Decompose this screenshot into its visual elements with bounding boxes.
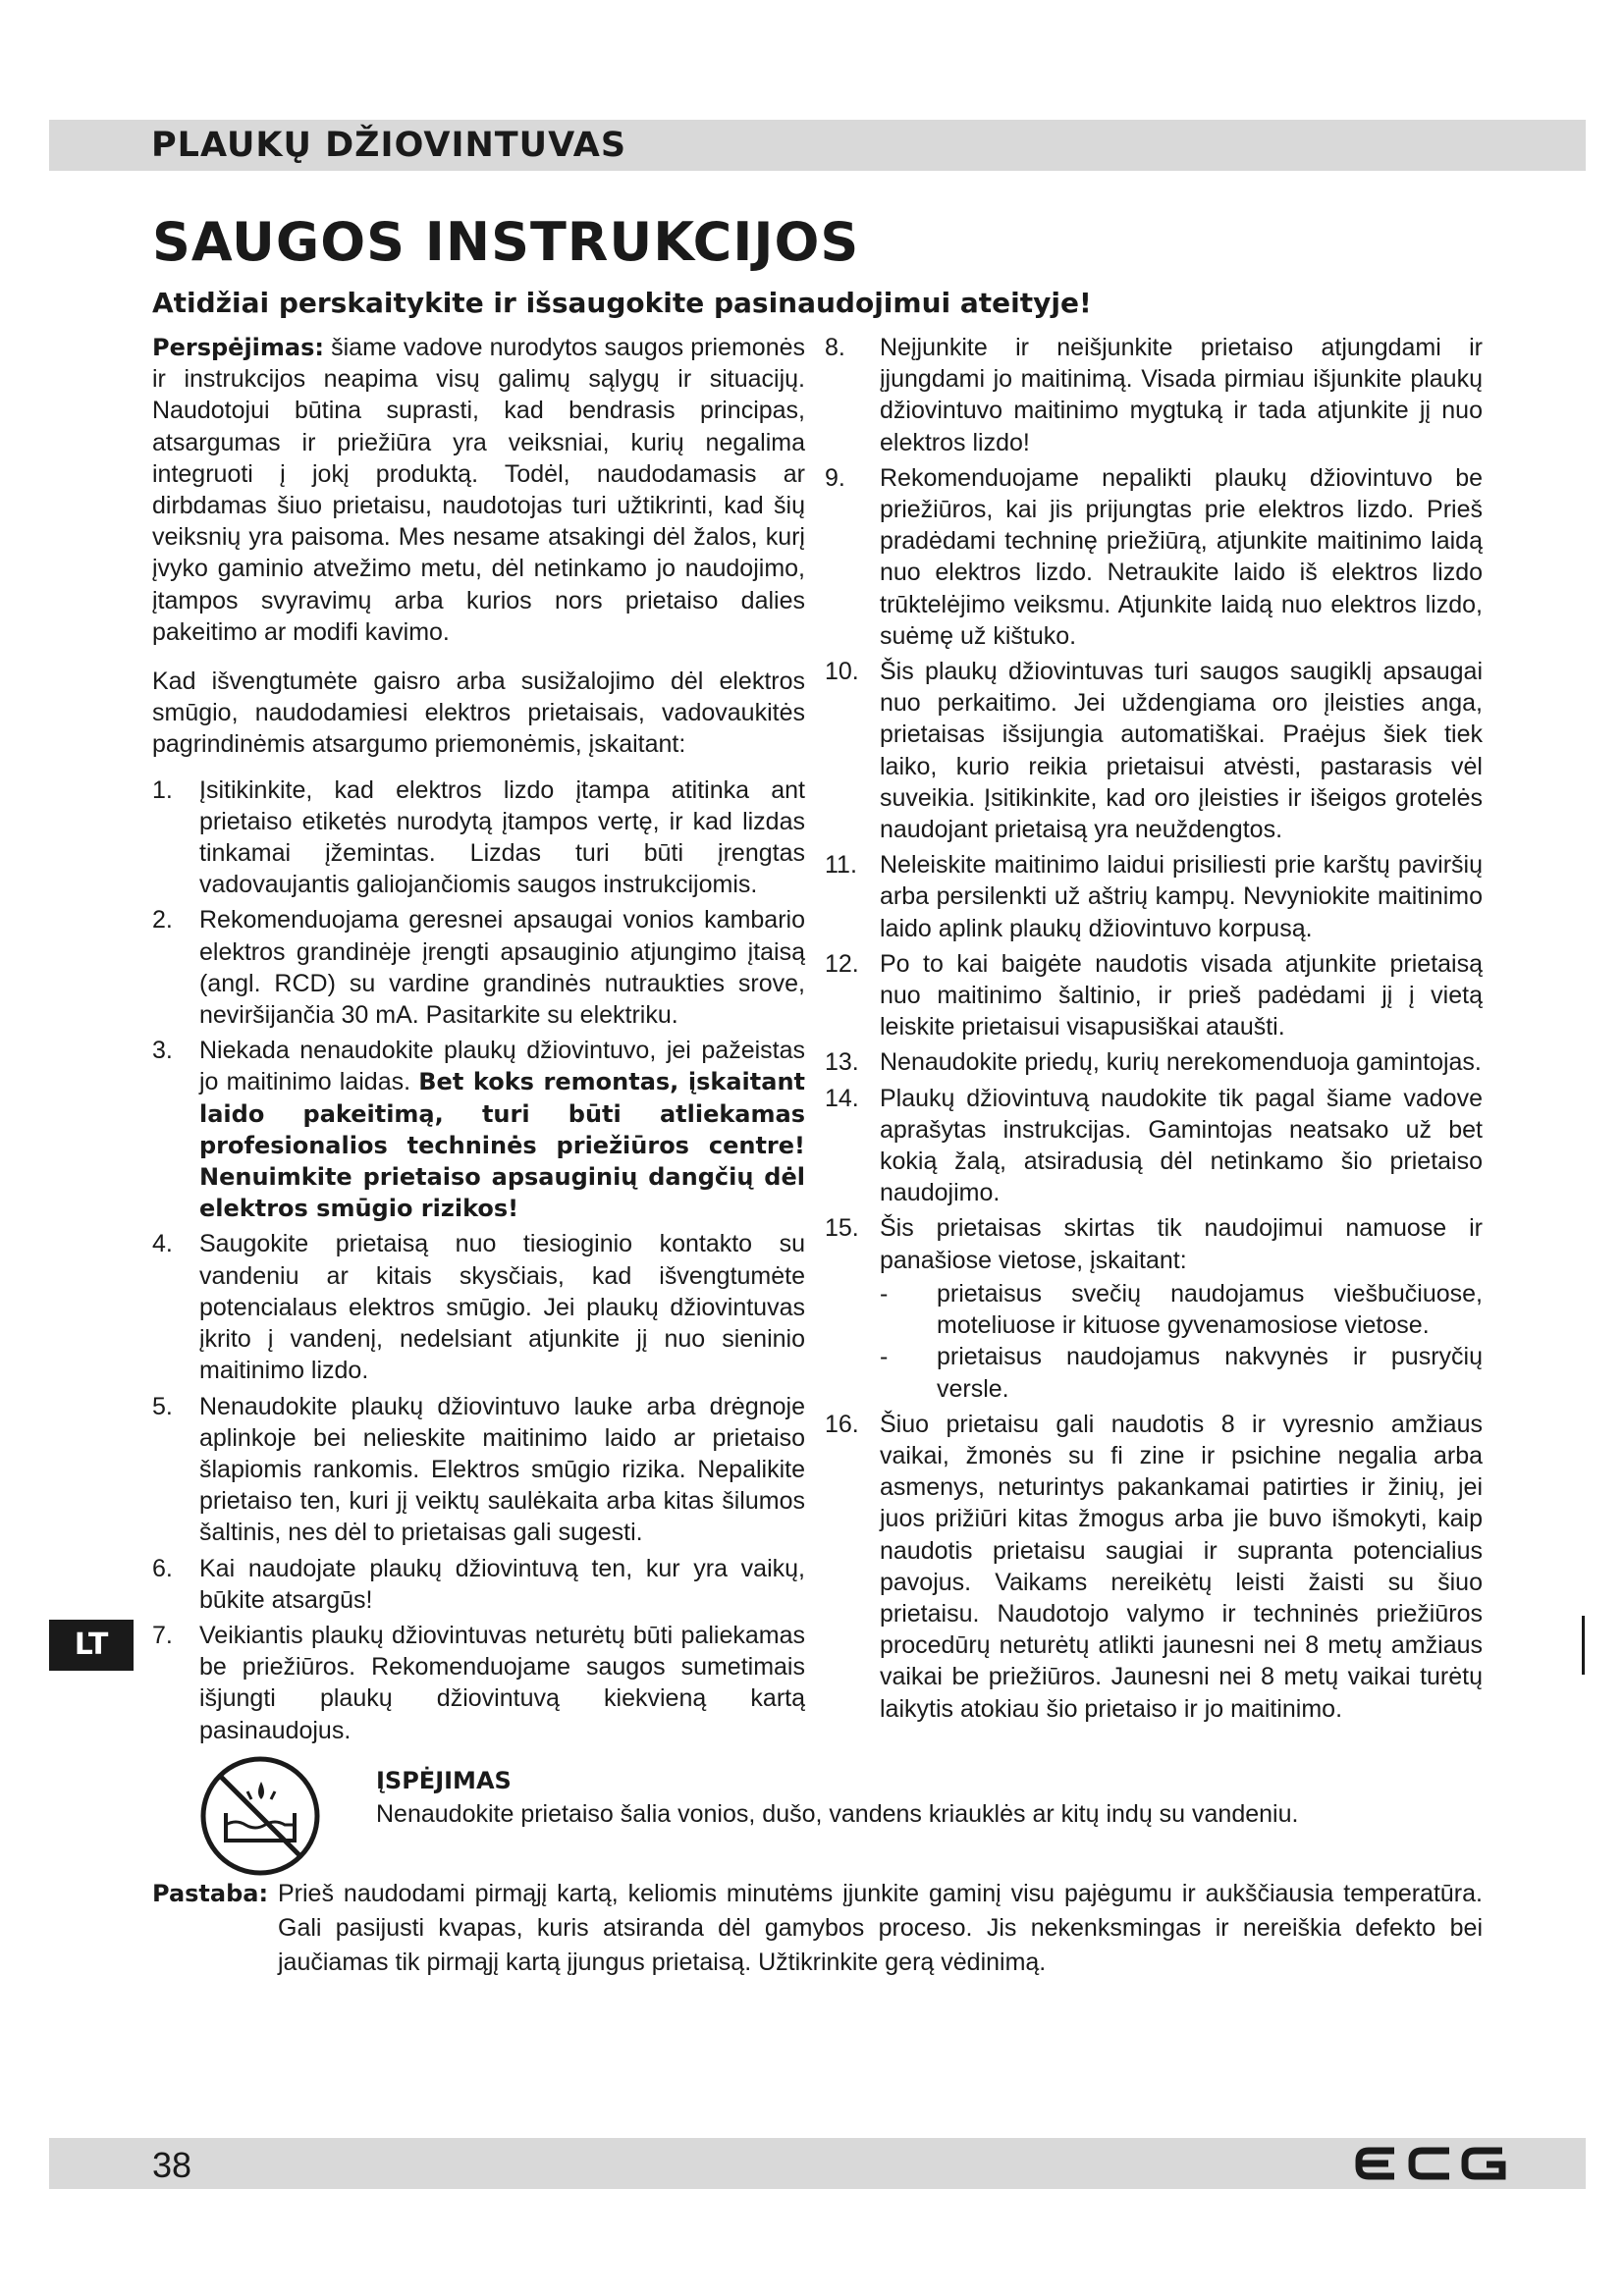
item-text: Rekomenduojama geresnei apsaugai vonios kambario elektros grandinėje įrengti apsauginio atjungimo įtaisą (angl. RCD) su vardine grandinės nutraukties srove, neviršijančia 30 mA. Pasitarkite su elektriku. xyxy=(199,906,805,1030)
item-number: 16. xyxy=(825,1410,859,1438)
page-number: 38 xyxy=(152,2145,192,2185)
page-title: SAUGOS INSTRUKCIJOS xyxy=(152,211,860,273)
right-column xyxy=(825,332,1483,1729)
item-text: Veikiantis plaukų džiovintuvas neturėtų būti paliekamas be priežiūros. Rekomenduojame saugos sumetimais išjungti plaukų džiovintuvą kiekvieną kartą pasinaudojus. xyxy=(199,1621,805,1744)
footer-bar xyxy=(49,2138,1586,2189)
language-tab: LT xyxy=(49,1620,134,1671)
left-column xyxy=(152,332,805,1750)
item-text: Nenaudokite plaukų džiovintuvo lauke arba drėgnoje aplinkoje bei nelieskite maitinimo laido ar prietaiso šlapiomis rankomis. Elektros smūgio rizika. Nepalikite prietaiso ten, kuri jį veiktų saulėkaita arba kitas šilumos šaltinis, nes dėl to prietaisas gali sugesti. xyxy=(199,1392,805,1547)
list-item xyxy=(825,656,1483,845)
sub-item-text: prietaisus naudojamus nakvynės ir pusryčių versle. xyxy=(937,1343,1483,1403)
instruction-list-left xyxy=(152,774,805,1746)
list-item xyxy=(825,1212,1483,1404)
item-text: Nenaudokite priedų, kurių nerekomenduoja gamintojas. xyxy=(880,1048,1482,1077)
item-number: 2. xyxy=(152,906,173,934)
list-item xyxy=(152,1228,805,1386)
list-item xyxy=(825,462,1483,652)
sub-item-dash: - xyxy=(880,1343,889,1371)
warning-text: Nenaudokite prietaiso šalia vonios, dušo, vandens kriauklės ar kitų indų su vandeniu. xyxy=(376,1800,1299,1828)
intro-text: šiame vadove nurodytos saugos priemonės ir instrukcijos neapima visų galimų sąlygų ir situacijų. Naudotojui būtina suprasti, kad bendrasis principas, atsargumas ir priežiūra yra veiksniai, kurių negalima integruoti į jokį produktą. Todėl, naudodamasis ar dirbdamas šiuo prietaisu, naudotojas turi užtikrinti, kad šių veiksnių yra paisoma. Mes nesame atsakingi dėl žalos, kurį įvyko gaminio atvežimo metu, dėl netinkamo jo naudojimo, įtampos svyravimų arba kurios nors prietaiso dalies pakeitimo ar modifi kavimo. xyxy=(152,334,805,646)
edge-marker xyxy=(1582,1616,1585,1675)
item-number: 4. xyxy=(152,1230,173,1258)
section-title: PLAUKŲ DŽIOVINTUVAS xyxy=(151,126,627,165)
item-number: 6. xyxy=(152,1554,173,1582)
item-text: Plaukų džiovintuvą naudokite tik pagal šiame vadove aprašytas instrukcijas. Gamintojas neatsako už bet kokią žalą, atsiradusią dėl netinkamo šio prietaiso naudojimo. xyxy=(880,1084,1483,1207)
sub-list-item xyxy=(880,1341,1483,1404)
list-item xyxy=(825,948,1483,1043)
item-number: 5. xyxy=(152,1392,173,1420)
list-item xyxy=(825,1046,1483,1078)
sub-list-item xyxy=(880,1278,1483,1341)
item-number: 3. xyxy=(152,1037,173,1065)
header-bar xyxy=(49,120,1586,171)
item-number: 8. xyxy=(825,334,845,361)
item-bold-text: Bet koks remontas, įskaitant laido pakeitimą, turi būti atliekamas profesionalios techninės priežiūros centre! Nenuimkite prietaiso apsauginių dangčių dėl elektros smūgio rizikos! xyxy=(199,1068,805,1223)
item-number: 1. xyxy=(152,775,173,804)
sub-item-text: prietaisus svečių naudojamus viešbučiuose, moteliuose ir kituose gyvenamosiose vietose. xyxy=(937,1279,1483,1340)
item-number: 7. xyxy=(152,1621,173,1649)
item-text: Neleiskite maitinimo laidui prisiliesti prie karštų paviršių arba persilenkti už aštrių kampų. Nevyniokite maitinimo laido aplink plaukų džiovintuvo korpusą. xyxy=(880,851,1483,942)
item-number: 13. xyxy=(825,1048,859,1077)
item-number: 10. xyxy=(825,658,859,686)
ecg-logo xyxy=(1355,2145,1512,2182)
note-text: Prieš naudodami pirmąjį kartą, keliomis minutėms įjunkite gaminį visu pajėgumu ir aukščiausia temperatūra. Gali pasijusti kvapas, kuris atsiranda dėl gamybos proceso. Jis nekenksmingas ir nereiškia defekto bei jaučiamas tik pirmąjį kartą įjungus prietaisą. Užtikrinkite gerą vėdinimą. xyxy=(278,1880,1483,1976)
item-text: Šiuo prietaisu gali naudotis 8 ir vyresnio amžiaus vaikai, žmonės su fi zine ir psichine negalia arba asmenys, neturintys pakankamai patirties ir žinių, jei juos prižiūri kitas žmogus arba jie buvo išmokyti, kaip naudotis prietaisu saugiai ir supranta potencialius pavojus. Vaikams nereikėtų leisti žaisti su šiuo prietaisu. Naudotojo valymo ir techninės priežiūros procedūrų neturėtų atlikti jaunesni nei 8 metų amžiaus vaikai be priežiūros. Jaunesni nei 8 metų vaikai turėtų laikytis atokiau šio prietaiso ir jo maitinimo. xyxy=(880,1410,1483,1723)
list-item xyxy=(825,1409,1483,1725)
list-item xyxy=(152,1620,805,1746)
item-text: Po to kai baigėte naudotis visada atjunkite prietaisą nuo maitinimo šaltinio, ir prieš padėdami jį į vietą leiskite prietaisui visapusiškai ataušti. xyxy=(880,949,1483,1041)
item-text: Kai naudojate plaukų džiovintuvą ten, kur yra vaikų, būkite atsargūs! xyxy=(199,1554,805,1614)
no-water-icon xyxy=(196,1752,324,1880)
page-subtitle: Atidžiai perskaitykite ir išsaugokite pasinaudojimui ateityje! xyxy=(152,287,1092,319)
note-label: Pastaba: xyxy=(152,1880,269,1907)
item-number: 9. xyxy=(825,463,845,492)
list-item xyxy=(152,1391,805,1549)
sub-list xyxy=(880,1278,1483,1405)
list-item xyxy=(152,774,805,901)
item-text: Rekomenduojame nepalikti plaukų džiovintuvo be priežiūros, kai jis prijungtas prie elektros lizdo. Prieš pradėdami techninę priežiūrą, atjunkite maitinimo laidą nuo elektros lizdo. Netraukite laido iš elektros lizdo trūktelėjimo veiksmu. Atjunkite laidą nuo elektros lizdo, suėmę už kištuko. xyxy=(880,463,1483,650)
sub-item-dash: - xyxy=(880,1279,889,1308)
item-number: 15. xyxy=(825,1214,859,1243)
intro-paragraph-2: Kad išvengtumėte gaisro arba susižalojimo dėl elektros smūgio, naudodamiesi elektros prietaisais, vadovaukitės pagrindinėmis atsargumo priemonėmis, įskaitant: xyxy=(152,667,805,759)
intro-label: Perspėjimas: xyxy=(152,334,324,361)
item-number: 14. xyxy=(825,1084,859,1112)
instruction-list-right xyxy=(825,332,1483,1725)
item-text: Šis prietaisas skirtas tik naudojimui namuose ir panašiose vietose, įskaitant: xyxy=(880,1214,1483,1274)
item-text: Įsitikinkite, kad elektros lizdo įtampa atitinka ant prietaiso etiketės nurodytą įtampos vertę, ir kad lizdas tinkamai įžemintas. Lizdas turi būti įrengtas vadovaujantis galiojančiomis saugos instrukcijomis. xyxy=(199,775,805,899)
item-number: 11. xyxy=(825,851,857,880)
intro-paragraph xyxy=(152,332,805,648)
item-text: Niekada nenaudokite plaukų džiovintuvo, jei pažeistas jo maitinimo laidas. xyxy=(199,1037,805,1096)
list-item xyxy=(152,904,805,1031)
item-text: Šis plaukų džiovintuvas turi saugos saugiklį apsaugai nuo perkaitimo. Jei uždengiama oro įleisties anga, prietaisas išsijungia automatiškai. Praėjus šiek tiek laiko, kurio reikia prietaisui atvėsti, pastarasis vėl suveikia. Įsitikinkite, kad oro įleisties ir išeigos grotelės naudojant prietaisą yra neuždengtos. xyxy=(880,658,1483,844)
list-item xyxy=(825,1083,1483,1209)
list-item xyxy=(825,849,1483,944)
warning-heading: ĮSPĖJIMAS xyxy=(376,1767,512,1794)
list-item xyxy=(152,1553,805,1616)
item-number: 12. xyxy=(825,949,859,978)
item-text: Saugokite prietaisą nuo tiesioginio kontakto su vandeniu ar kitais skysčiais, kad išvengtumėte potencialaus elektros smūgio. Jei plaukų džiovintuvas įkrito į vandenį, nedelsiant atjunkite jį nuo sieninio maitinimo lizdo. xyxy=(199,1230,805,1385)
list-item xyxy=(825,332,1483,458)
list-item xyxy=(152,1035,805,1224)
item-text: Neįjunkite ir neišjunkite prietaiso atjungdami ir įjungdami jo maitinimą. Visada pirmiau išjunkite plaukų džiovintuvo maitinimo mygtuką ir tada atjunkite jį nuo elektros lizdo! xyxy=(880,334,1483,456)
note-block xyxy=(152,1877,1483,1980)
